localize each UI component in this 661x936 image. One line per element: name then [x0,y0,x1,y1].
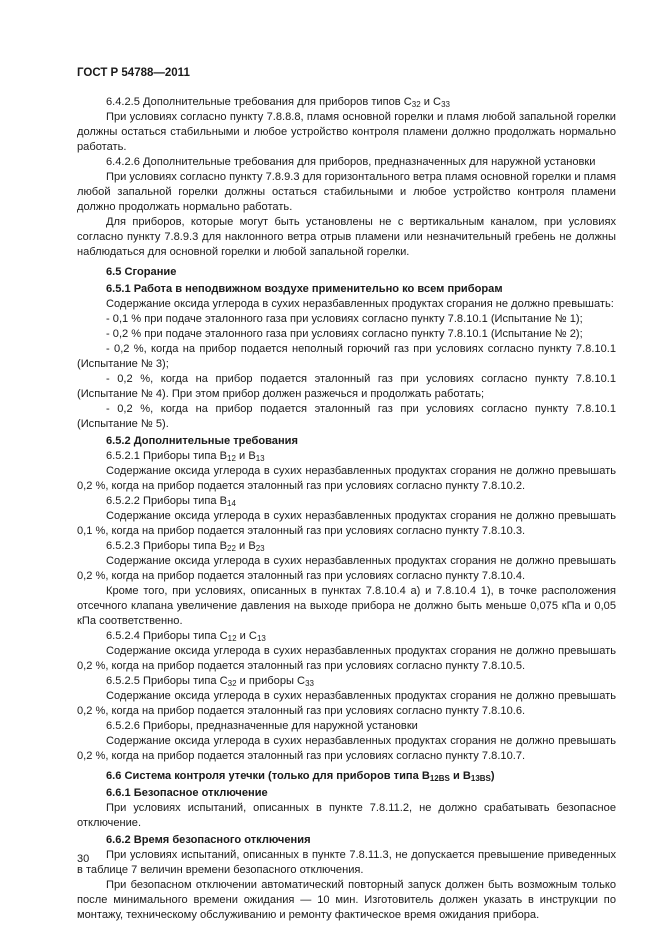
paragraph [77,155,616,170]
subscript: 33 [305,679,314,688]
paragraph [77,801,616,831]
paragraph [77,584,616,629]
text-run: При безопасном отключении автоматический повторный запуск должен быть возможным только после минимального времени ожидания — 10 мин. Изготовитель должен указать в инструкции по монтажу, техническому обслуживанию и ремонту фактическое время ожидания прибора. [77,879,616,921]
text-run: 6.4.2.6 Дополнительные требования для приборов, предназначенных для наружной установки [106,156,596,168]
subscript: 12 [227,634,237,643]
paragraph [77,402,616,432]
page-number: 30 [77,853,90,865]
text-run: и приборы С [236,675,306,687]
text-run: и С [236,630,257,642]
text-run: и С [420,96,442,108]
paragraph [77,734,616,764]
paragraph [77,674,616,689]
paragraph [77,464,616,494]
text-run: Содержание оксида углерода в сухих неразбавленных продуктах сгорания не должно превышать 0,2 %, когда на прибор подается эталонный газ при условиях согласно пункту 7.8.10.4. [77,555,616,582]
paragraph [77,297,616,312]
text-run: - 0,2 % при подаче эталонного газа при условиях согласно пункту 7.8.10.1 (Испытание № 2); [106,328,583,340]
text-run: При условиях согласно пункту 7.8.9.3 для горизонтального ветра пламя основной горелки и пламя любой запальной горелки должны остаться стабильными и любое устройство контроля пламени должно продолжать нормально работать. [77,171,616,213]
paragraph [77,629,616,644]
section-heading [77,282,616,297]
text-run: 6.5.2.6 Приборы, предназначенные для наружной установки [106,720,418,732]
paragraph [77,644,616,674]
text-run: 6.5.2.4 Приборы типа С [106,630,228,642]
text-run: ) [490,770,495,782]
document-body [77,95,616,923]
text-run: и В [235,450,256,462]
paragraph [77,312,616,327]
section-heading [77,769,616,784]
text-run: Содержание оксида углерода в сухих неразбавленных продуктах сгорания не должно превышать: [106,298,614,310]
section-heading [77,434,616,449]
section-heading [77,833,616,848]
paragraph [77,689,616,719]
paragraph [77,848,616,878]
page-header-standard-title: ГОСТ Р 54788—2011 [77,67,190,79]
subscript: 13 [255,454,265,463]
paragraph [77,719,616,734]
text-run: 6.6 Система контроля утечки (только для приборов типа В [106,770,430,782]
subscript: 23 [255,544,265,553]
text-run: 6.5.1 Работа в неподвижном воздухе применительно ко всем приборам [106,283,503,295]
text-run: Содержание оксида углерода в сухих неразбавленных продуктах сгорания не должно превышать 0,2 %, когда на прибор подается эталонный газ при условиях согласно пункту 7.8.10.6. [77,690,616,717]
paragraph [77,509,616,539]
text-run: Содержание оксида углерода в сухих неразбавленных продуктах сгорания не должно превышать 0,2 %, когда на прибор подается эталонный газ при условиях согласно пункту 7.8.10.2. [77,465,616,492]
text-run: - 0,2 %, когда на прибор подается эталонный газ при условиях согласно пункту 7.8.10.1 (Испытание № 4). При этом прибор должен разжечься и продолжать работать; [77,373,616,400]
paragraph [77,372,616,402]
text-run: - 0,2 %, когда на прибор подается эталонный газ при условиях согласно пункту 7.8.10.1 (Испытание № 5). [77,403,616,430]
paragraph [77,878,616,923]
text-run: Содержание оксида углерода в сухих неразбавленных продуктах сгорания не должно превышать 0,1 %, когда на прибор подается эталонный газ при условиях согласно пункту 7.8.10.3. [77,510,616,537]
paragraph [77,170,616,215]
text-run: Содержание оксида углерода в сухих неразбавленных продуктах сгорания не должно превышать 0,2 %, когда на прибор подается эталонный газ при условиях согласно пункту 7.8.10.5. [77,645,616,672]
text-run: 6.5.2.3 Приборы типа В [106,540,228,552]
text-run: При условиях испытаний, описанных в пункте 7.8.11.3, не допускается превышение приведенных в таблице 7 величин времени безопасного отключения. [77,849,616,876]
text-run: и В [449,770,471,782]
text-run: 6.5.2.1 Приборы типа В [106,450,228,462]
paragraph [77,449,616,464]
subscript: 32 [227,679,237,688]
text-run: и В [235,540,256,552]
paragraph [77,215,616,260]
section-heading [77,265,616,280]
text-run: 6.5.2.5 Приборы типа С [106,675,228,687]
subscript: 33 [441,100,450,109]
text-run: - 0,1 % при подаче эталонного газа при условиях согласно пункту 7.8.10.1 (Испытание № 1); [106,313,583,325]
section-heading [77,786,616,801]
text-run: Кроме того, при условиях, описанных в пунктах 7.8.10.4 а) и 7.8.10.4 1), в точке расположения отсечного клапана увеличение давления на выходе прибора не должно быть меньше 0,075 кПа и 0,05 кПа соответственно. [77,585,616,627]
text-run: Для приборов, которые могут быть установлены не с вертикальным каналом, при условиях согласно пункту 7.8.9.3 для наклонного ветра отрыв пламени или незначительный гребень не должны наблюдаться для основной горелки и любой запальной горелки. [77,216,616,258]
text-run: 6.5 Сгорание [106,266,177,278]
text-run: При условиях испытаний, описанных в пункте 7.8.11.2, не должно срабатывать безопасное отключение. [77,802,616,829]
subscript: 32 [411,100,421,109]
paragraph [77,95,616,110]
paragraph [77,554,616,584]
paragraph [77,327,616,342]
text-run: 6.4.2.5 Дополнительные требования для приборов типов С [106,96,412,108]
text-run: При условиях согласно пункту 7.8.8.8, пламя основной горелки и пламя любой запальной горелки должны остаться стабильными и любое устройство контроля пламени должно продолжать нормально работать. [77,111,616,153]
subscript: 13BS [470,774,491,783]
text-run: 6.5.2 Дополнительные требования [106,435,298,447]
subscript: 14 [227,499,236,508]
text-run: Содержание оксида углерода в сухих неразбавленных продуктах сгорания не должно превышать 0,2 %, когда на прибор подается эталонный газ при условиях согласно пункту 7.8.10.7. [77,735,616,762]
paragraph [77,494,616,509]
text-run: 6.6.2 Время безопасного отключения [106,834,311,846]
subscript: 12 [227,454,236,463]
paragraph [77,539,616,554]
subscript: 22 [227,544,236,553]
paragraph [77,342,616,372]
text-run: - 0,2 %, когда на прибор подается неполный горючий газ при условиях согласно пункту 7.8.10.1 (Испытание № 3); [77,343,616,370]
text-run: 6.5.2.2 Приборы типа В [106,495,228,507]
subscript: 12BS [429,774,450,783]
text-run: 6.6.1 Безопасное отключение [106,787,268,799]
paragraph [77,110,616,155]
subscript: 13 [256,634,266,643]
